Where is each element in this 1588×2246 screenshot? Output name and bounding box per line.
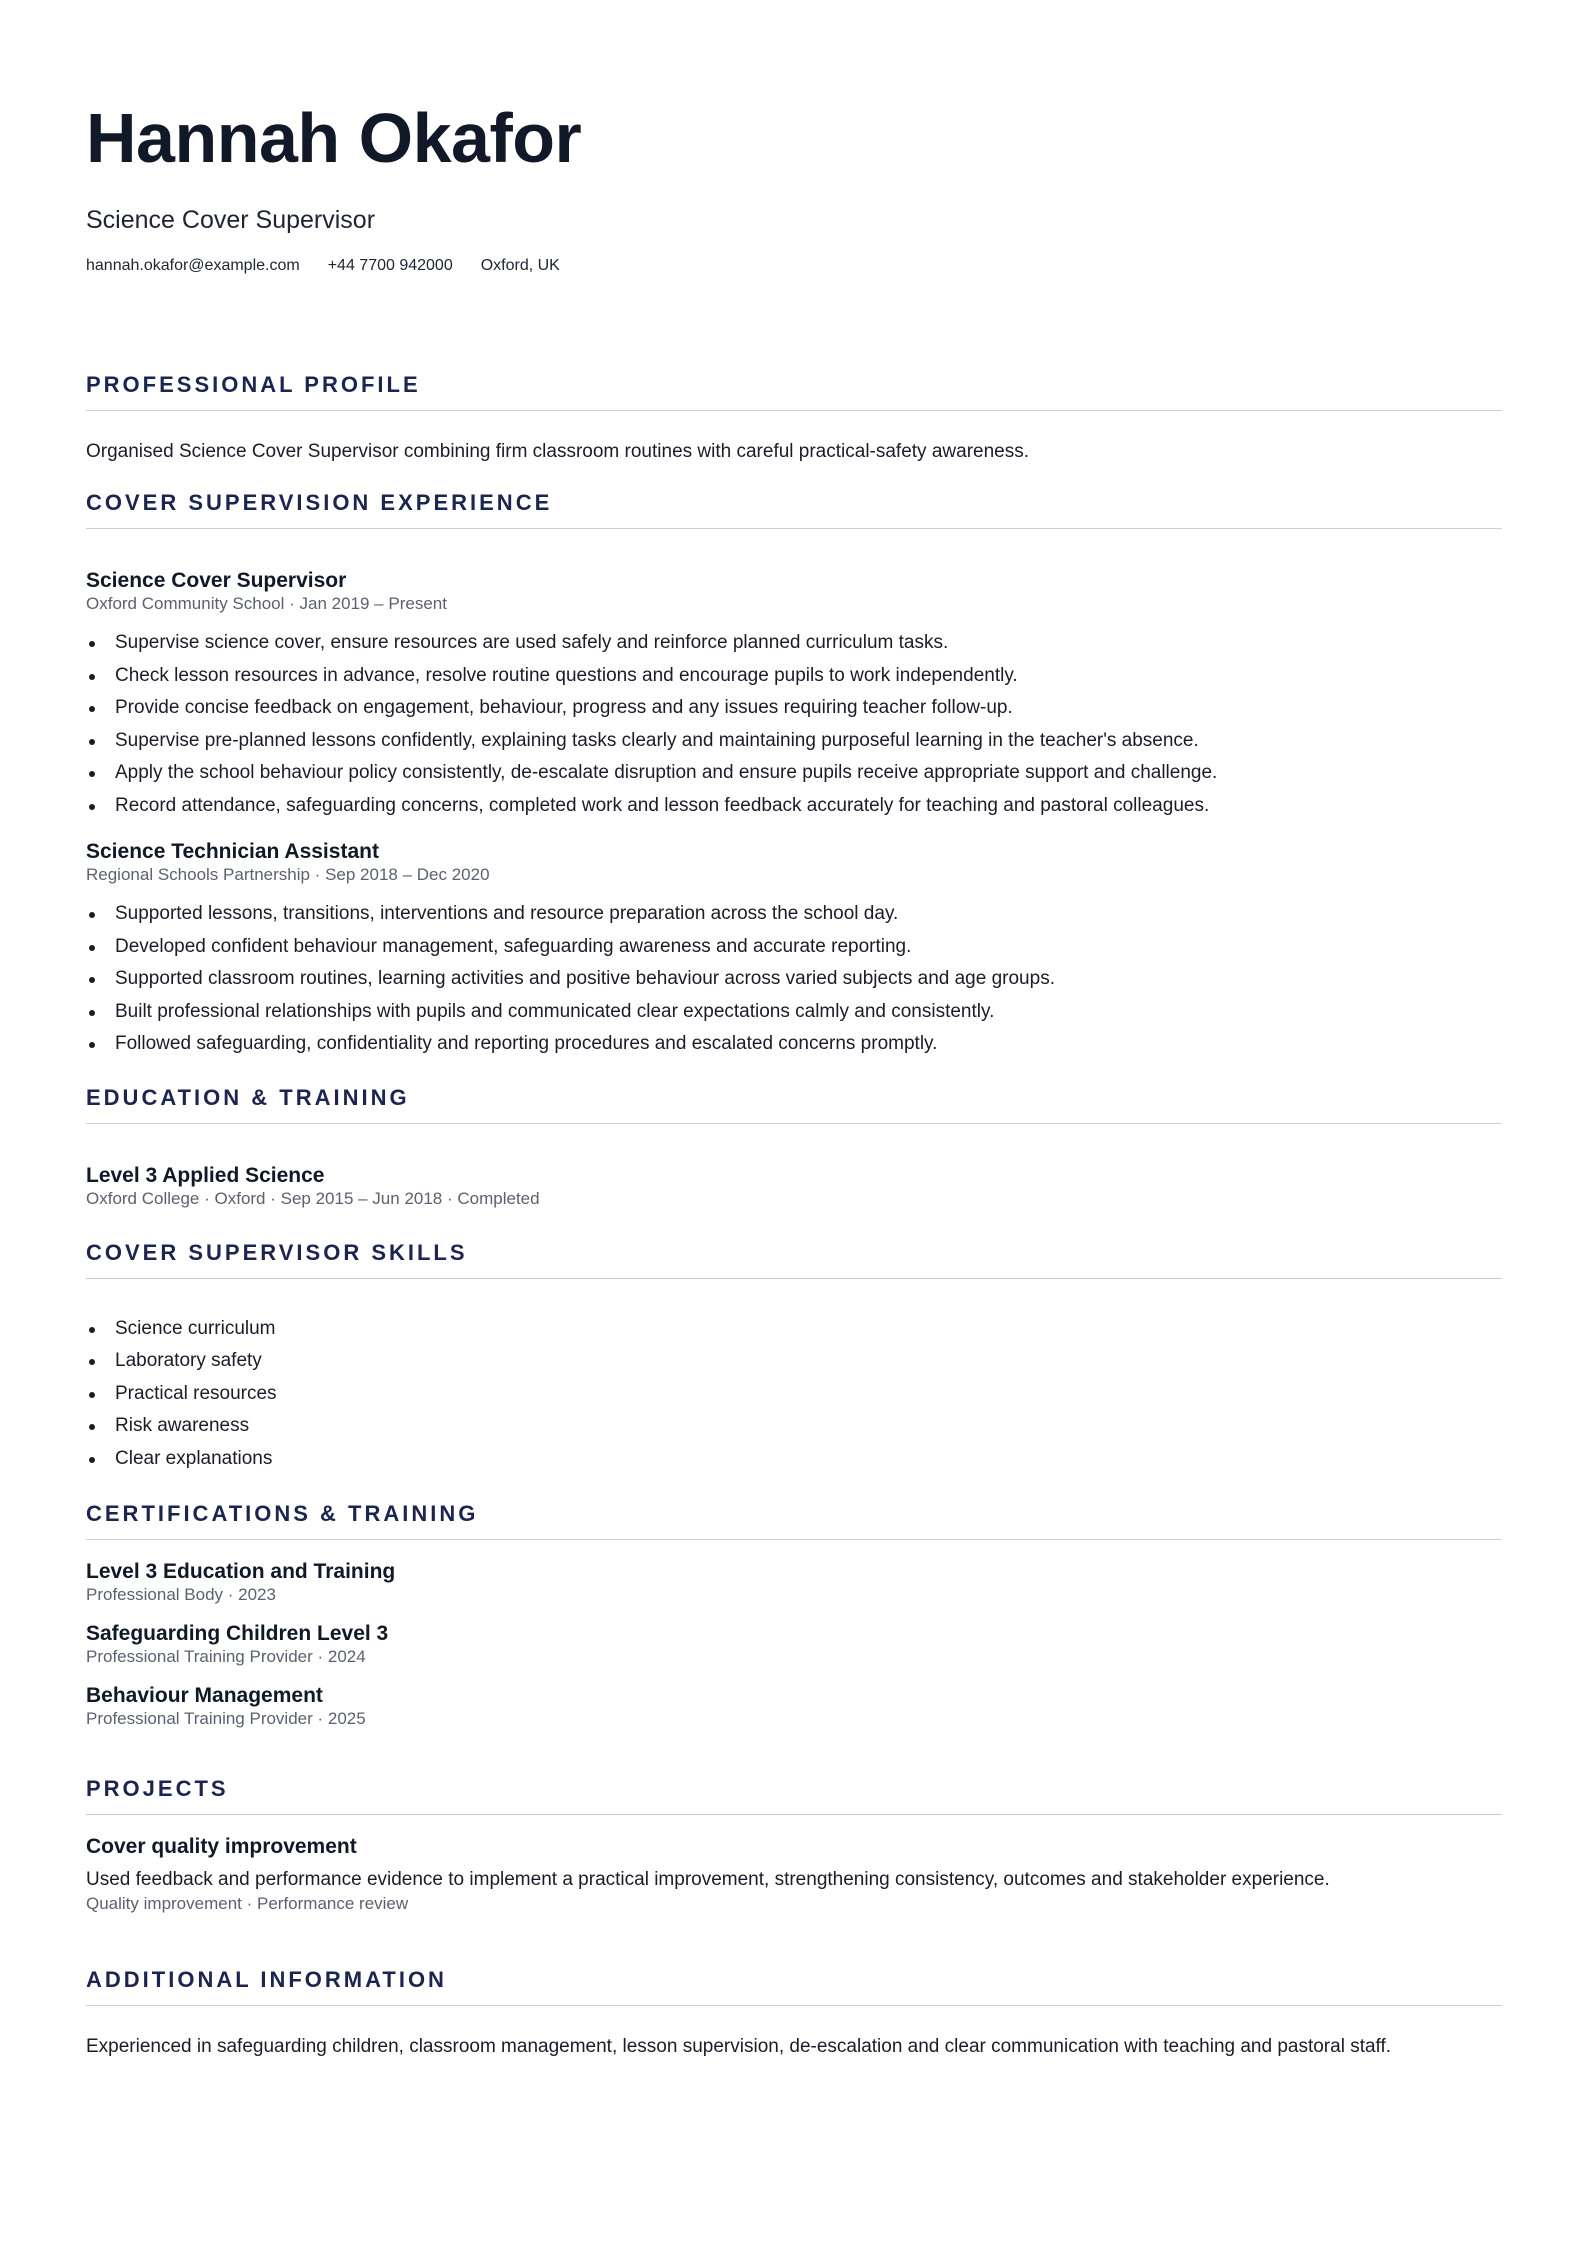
project-entry — [86, 1835, 1502, 1915]
job-bullets — [86, 898, 1502, 1061]
contact-line — [86, 256, 1502, 276]
contact-phone[interactable]: +44 7700 942000 — [327, 257, 453, 274]
certification-title: Behaviour Management — [86, 1684, 323, 1707]
section-certifications — [86, 1501, 1502, 1730]
section-education — [86, 1085, 1502, 1210]
skill-item: Practical resources — [86, 1378, 1502, 1411]
list-item: Followed safeguarding, confidentiality and reporting procedures and escalated concerns promptly. — [86, 1028, 1502, 1061]
skill-item: Laboratory safety — [86, 1345, 1502, 1378]
additional-text: Experienced in safeguarding children, classroom management, lesson supervision, de-escalation and clear communication with teaching and pastoral staff. — [86, 2036, 1392, 2057]
candidate-role: Science Cover Supervisor — [86, 206, 376, 234]
skill-item: Science curriculum — [86, 1313, 1502, 1346]
profile-summary: Organised Science Cover Supervisor combining firm classroom routines with careful practical-safety awareness. — [86, 441, 1029, 462]
skill-item: Risk awareness — [86, 1410, 1502, 1443]
section-projects — [86, 1776, 1502, 1915]
certification-entry — [86, 1684, 1502, 1730]
list-item: Check lesson resources in advance, resolve routine questions and encourage pupils to work independently. — [86, 660, 1502, 693]
job-entry — [86, 569, 1502, 822]
job-entry — [86, 840, 1502, 1061]
skills-list — [86, 1313, 1502, 1476]
project-title: Cover quality improvement — [86, 1835, 357, 1858]
certification-title: Safeguarding Children Level 3 — [86, 1622, 389, 1645]
certification-meta: Professional Training Provider · 2024 — [86, 1647, 366, 1666]
job-title: Science Technician Assistant — [86, 840, 379, 863]
list-item: Supported classroom routines, learning activities and positive behaviour across varied subjects and age groups. — [86, 963, 1502, 996]
certification-entry — [86, 1560, 1502, 1606]
job-meta: Oxford Community School · Jan 2019 – Present — [86, 594, 447, 613]
skill-item: Clear explanations — [86, 1443, 1502, 1476]
list-item: Record attendance, safeguarding concerns, completed work and lesson feedback accurately for teaching and pastoral colleagues. — [86, 790, 1502, 823]
list-item: Supported lessons, transitions, interventions and resource preparation across the school day. — [86, 898, 1502, 931]
list-item: Developed confident behaviour management, safeguarding awareness and accurate reporting. — [86, 931, 1502, 964]
project-description: Used feedback and performance evidence to implement a practical improvement, strengthening consistency, outcomes and stakeholder experience. — [86, 1869, 1330, 1890]
list-item: Built professional relationships with pupils and communicated clear expectations calmly and consistently. — [86, 996, 1502, 1029]
section-title: PROFESSIONAL PROFILE — [86, 372, 1502, 411]
project-tags: Quality improvement · Performance review — [86, 1894, 409, 1913]
education-title: Level 3 Applied Science — [86, 1163, 325, 1187]
certification-entry — [86, 1622, 1502, 1668]
list-item: Supervise science cover, ensure resources are used safely and reinforce planned curriculum tasks. — [86, 627, 1502, 660]
education-entry — [86, 1164, 1502, 1210]
certification-title: Level 3 Education and Training — [86, 1560, 396, 1583]
certification-meta: Professional Body · 2023 — [86, 1585, 276, 1604]
section-title: COVER SUPERVISION EXPERIENCE — [86, 490, 1502, 529]
section-title: PROJECTS — [86, 1776, 1502, 1815]
candidate-name: Hannah Okafor — [86, 99, 582, 177]
certification-meta: Professional Training Provider · 2025 — [86, 1709, 366, 1728]
section-title: COVER SUPERVISOR SKILLS — [86, 1240, 1502, 1279]
section-title: CERTIFICATIONS & TRAINING — [86, 1501, 1502, 1540]
list-item: Supervise pre-planned lessons confidently, explaining tasks clearly and maintaining purposeful learning in the teacher's absence. — [86, 725, 1502, 758]
list-item: Apply the school behaviour policy consistently, de-escalate disruption and ensure pupils receive appropriate support and challenge. — [86, 757, 1502, 790]
section-experience — [86, 490, 1502, 1061]
contact-email[interactable]: hannah.okafor@example.com — [86, 257, 300, 274]
section-title: EDUCATION & TRAINING — [86, 1085, 1502, 1124]
job-bullets — [86, 627, 1502, 822]
job-title: Science Cover Supervisor — [86, 569, 347, 592]
section-profile — [86, 372, 1502, 465]
list-item: Provide concise feedback on engagement, behaviour, progress and any issues requiring teacher follow-up. — [86, 692, 1502, 725]
section-title: ADDITIONAL INFORMATION — [86, 1967, 1502, 2006]
section-skills — [86, 1240, 1502, 1476]
contact-location: Oxford, UK — [480, 257, 560, 274]
education-meta: Oxford College · Oxford · Sep 2015 – Jun 2018 · Completed — [86, 1188, 540, 1208]
section-additional — [86, 1967, 1502, 2060]
job-meta: Regional Schools Partnership · Sep 2018 – Dec 2020 — [86, 865, 490, 884]
